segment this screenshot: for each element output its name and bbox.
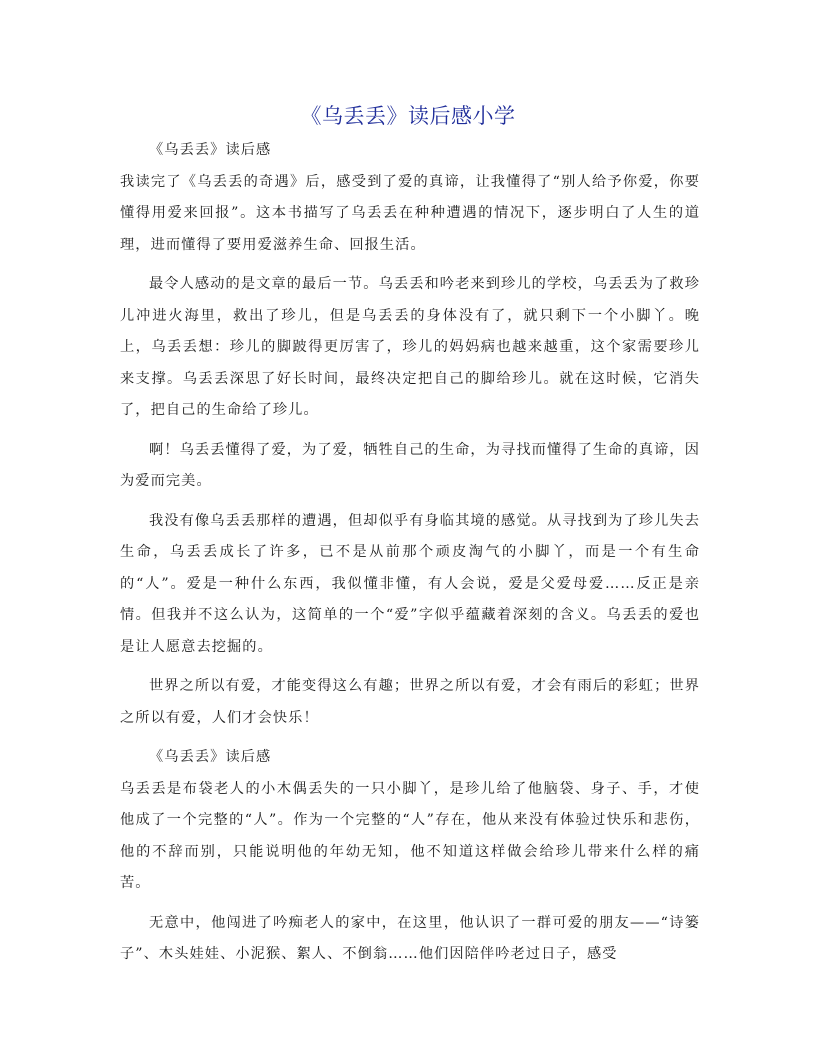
paragraph: 我读完了《乌丢丢的奇遇》后，感受到了爱的真谛，让我懂得了“别人给予你爱，你要懂得用爱来回报”。这本书描写了乌丢丢在种种遭遇的情况下，逐步明白了人生的道理，进而懂得了要用爱滋养生命、回报生活。	[120, 173, 700, 253]
section-heading: 《乌丢丢》读后感	[149, 142, 272, 158]
section-heading: 《乌丢丢》读后感	[149, 749, 272, 765]
document-title: 《乌丢丢》读后感小学	[300, 104, 516, 128]
paragraph: 最令人感动的是文章的最后一节。乌丢丢和吟老来到珍儿的学校，乌丢丢为了救珍儿冲进火海里，救出了珍儿，但是乌丢丢的身体没有了，就只剩下一个小脚丫。晚上，乌丢丢想：珍儿的脚跛得更厉害了，珍儿的妈妈病也越来越重，这个家需要珍儿来支撑。乌丢丢深思了好长时间，最终决定把自己的脚给珍儿。就在这时候，它消失了，把自己的生命给了珍儿。	[120, 276, 700, 418]
paragraph: 我没有像乌丢丢那样的遭遇，但却似乎有身临其境的感觉。从寻找到为了珍儿失去生命，乌丢丢成长了许多，已不是从前那个顽皮淘气的小脚丫，而是一个有生命的“人”。爱是一种什么东西，我似懂非懂，有人会说，爱是父爱母爱……反正是亲情。但我并不这么认为，这简单的一个“爱”字似乎蕴藏着深刻的含义。乌丢丢的爱也是让人愿意去挖掘的。	[120, 512, 700, 655]
paragraph: 无意中，他闯进了吟痴老人的家中，在这里，他认识了一群可爱的朋友——“诗篓子”、木头娃娃、小泥猴、絮人、不倒翁……他们因陪伴吟老过日子，感受	[120, 914, 700, 962]
document-body	[120, 135, 700, 971]
paragraph: 世界之所以有爱，才能变得这么有趣；世界之所以有爱，才会有雨后的彩虹；世界之所以有爱，人们才会快乐！	[120, 678, 700, 726]
paragraph: 啊！乌丢丢懂得了爱，为了爱，牺牲自己的生命，为寻找而懂得了生命的真谛，因为爱而完美。	[120, 441, 700, 489]
paragraph: 乌丢丢是布袋老人的小木偶丢失的一只小脚丫，是珍儿给了他脑袋、身子、手，才使他成了一个完整的“人”。作为一个完整的“人”存在，他从来没有体验过快乐和悲伤，他的不辞而别，只能说明他的年幼无知，他不知道这样做会给珍儿带来什么样的痛苦。	[120, 780, 700, 891]
